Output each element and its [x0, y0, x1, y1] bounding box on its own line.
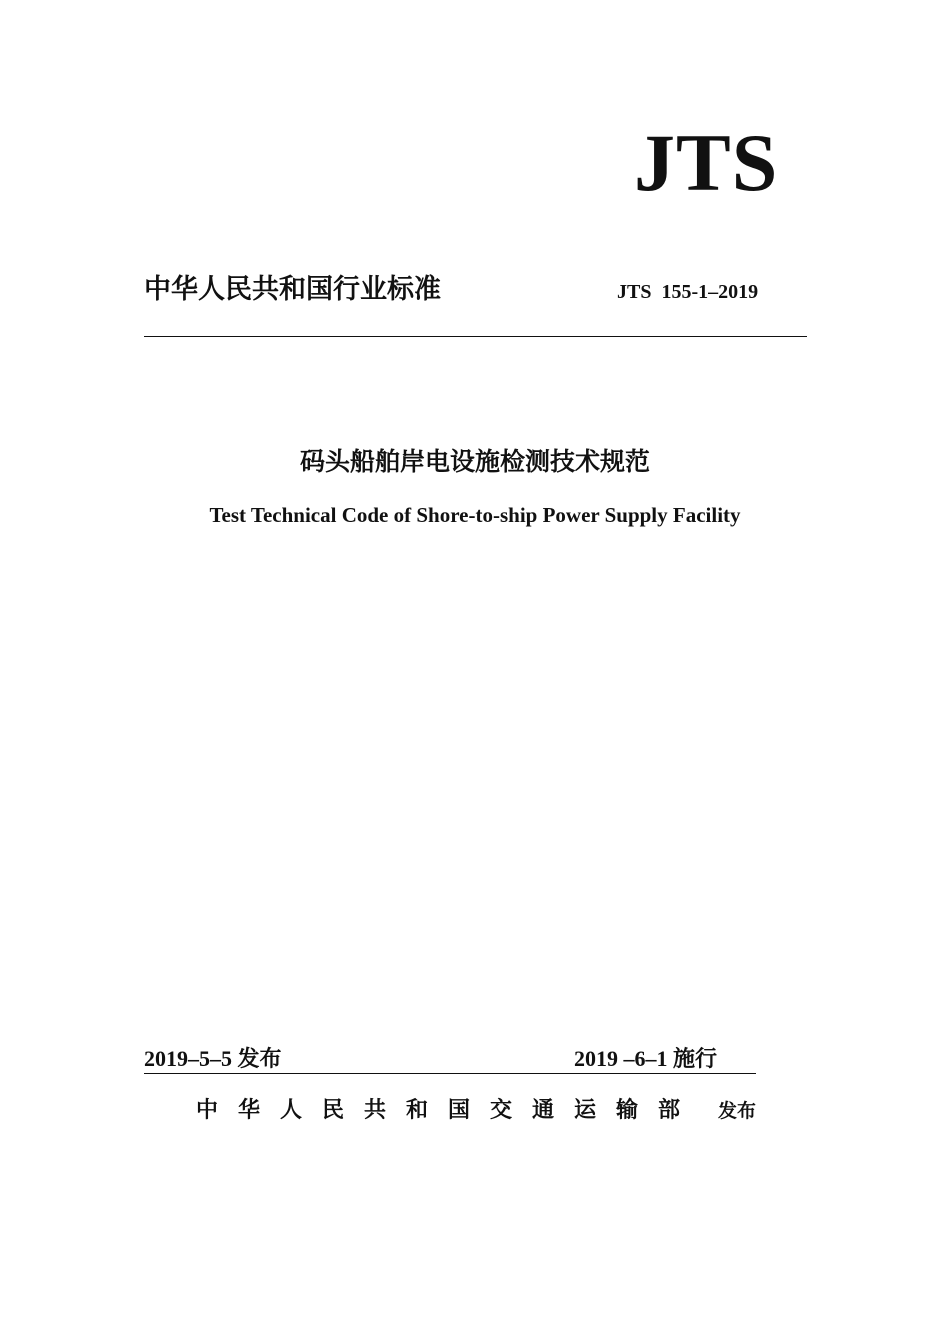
dates-underline	[144, 1073, 756, 1074]
issuing-authority: 中华人民共和国交通运输部	[196, 1098, 701, 1123]
title-english: Test Technical Code of Shore-to-ship Power Supply Facility	[209, 503, 741, 527]
title-chinese: 码头船舶岸电设施检测技术规范	[299, 447, 650, 476]
standard-category: 中华人民共和国行业标准	[144, 274, 441, 305]
standard-number: JTS 155-1–2019	[617, 281, 759, 303]
issue-date: 2019–5–5 发布	[144, 1046, 282, 1071]
issuer-suffix: 发布	[718, 1100, 757, 1122]
effective-date: 2019 –6–1 施行	[574, 1046, 718, 1071]
jts-logo: JTS	[634, 117, 779, 208]
header-divider	[144, 336, 807, 337]
